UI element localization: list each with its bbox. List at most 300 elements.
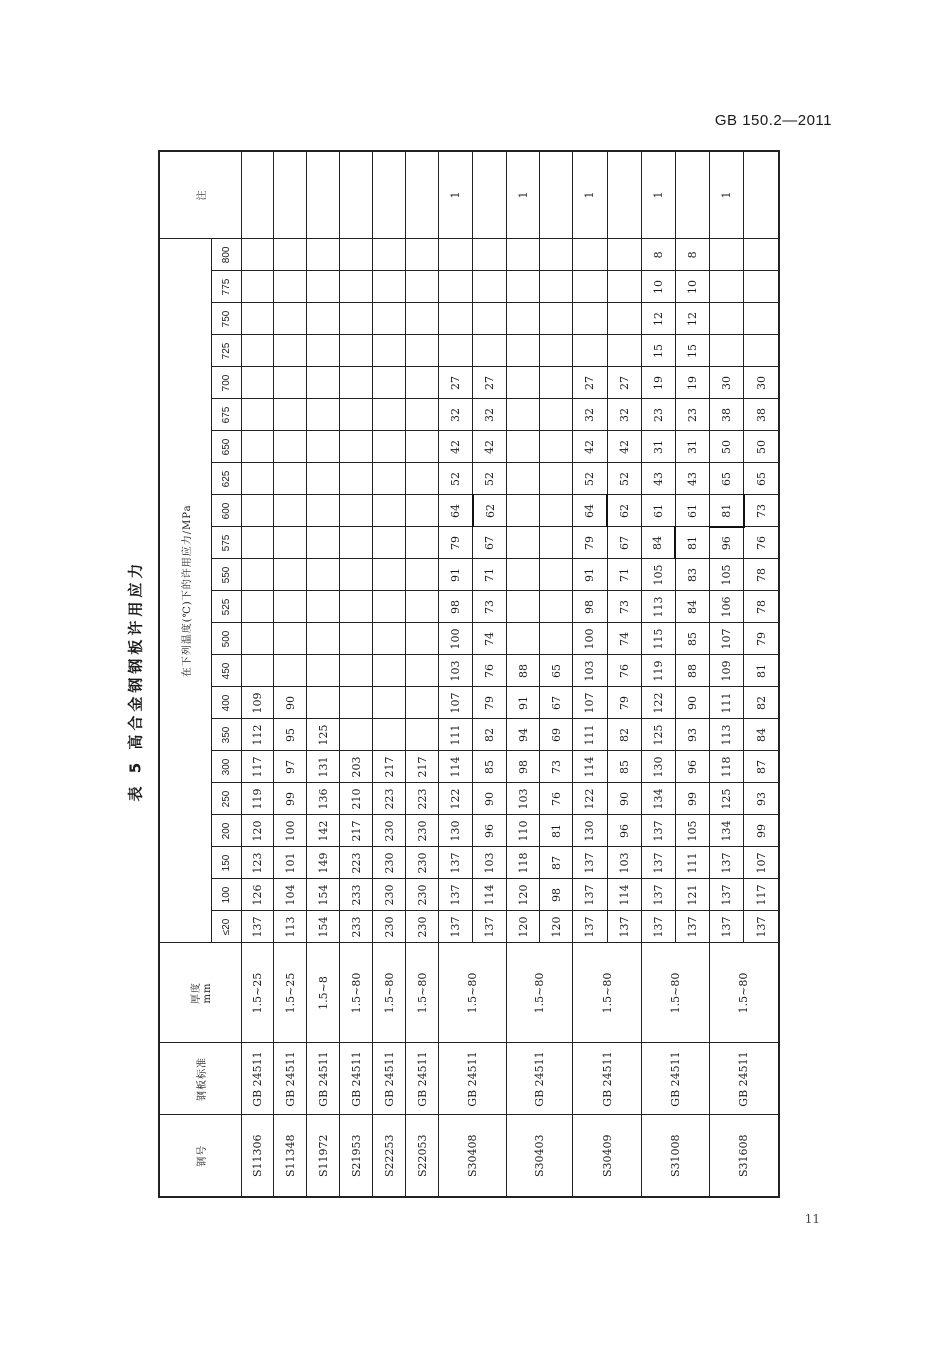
cell-thickness: 1.5~8: [307, 943, 340, 1043]
cell-note: [675, 151, 709, 239]
cell-stress-value: 85: [675, 623, 709, 655]
cell-stress-value: 65: [744, 463, 780, 495]
cell-stress-value: 81: [540, 815, 573, 847]
cell-standard: GB 24511: [274, 1043, 307, 1115]
cell-stress-value: 137: [641, 879, 675, 911]
cell-stress-value: 96: [709, 527, 743, 559]
table-row: [507, 151, 540, 1197]
cell-stress-value: [540, 527, 573, 559]
cell-stress-value: [241, 399, 274, 431]
cell-stress-value: 105: [675, 815, 709, 847]
cell-stress-value: [340, 399, 373, 431]
cell-stress-value: [307, 239, 340, 271]
cell-stress-value: 113: [274, 911, 307, 943]
cell-stress-value: [540, 495, 573, 527]
cell-grade: S30403: [507, 1115, 573, 1197]
cell-stress-value: [340, 591, 373, 623]
cell-stress-value: [274, 367, 307, 399]
cell-stress-value: [507, 495, 540, 527]
cell-stress-value: 31: [675, 431, 709, 463]
cell-stress-value: 38: [709, 399, 743, 431]
cell-note: 1: [641, 151, 675, 239]
cell-stress-value: 137: [641, 815, 675, 847]
cell-stress-value: 111: [709, 687, 743, 719]
cell-stress-value: [307, 495, 340, 527]
cell-stress-value: 67: [473, 527, 507, 559]
cell-stress-value: [473, 239, 507, 271]
cell-stress-value: 137: [473, 911, 507, 943]
header-temp-col: 625: [211, 463, 241, 495]
cell-stress-value: [507, 463, 540, 495]
cell-standard: GB 24511: [340, 1043, 373, 1115]
cell-stress-value: 126: [241, 879, 274, 911]
cell-stress-value: [274, 463, 307, 495]
header-temp-col: 150: [211, 847, 241, 879]
cell-stress-value: [744, 271, 780, 303]
cell-stress-value: [540, 239, 573, 271]
cell-stress-value: 125: [641, 719, 675, 751]
cell-stress-value: [340, 559, 373, 591]
table-body: [241, 151, 779, 1197]
cell-stress-value: [406, 655, 439, 687]
header-temp-col: 575: [211, 527, 241, 559]
cell-stress-value: 90: [607, 783, 641, 815]
cell-thickness: 1.5~80: [641, 943, 709, 1043]
cell-stress-value: 106: [709, 591, 743, 623]
cell-stress-value: [373, 271, 406, 303]
cell-stress-value: [241, 495, 274, 527]
cell-stress-value: 125: [307, 719, 340, 751]
cell-stress-value: [540, 367, 573, 399]
cell-stress-value: [241, 655, 274, 687]
cell-stress-value: 79: [439, 527, 473, 559]
cell-stress-value: 113: [641, 591, 675, 623]
cell-stress-value: 42: [473, 431, 507, 463]
cell-stress-value: 137: [241, 911, 274, 943]
cell-thickness: 1.5~80: [340, 943, 373, 1043]
cell-note: [540, 151, 573, 239]
cell-stress-value: 137: [709, 879, 743, 911]
cell-stress-value: 114: [473, 879, 507, 911]
cell-stress-value: [340, 687, 373, 719]
cell-stress-value: 19: [675, 367, 709, 399]
cell-stress-value: [473, 271, 507, 303]
cell-stress-value: 52: [439, 463, 473, 495]
cell-stress-value: [340, 655, 373, 687]
cell-stress-value: 65: [540, 655, 573, 687]
cell-stress-value: 223: [406, 783, 439, 815]
cell-thickness: 1.5~25: [274, 943, 307, 1043]
page-number: 11: [804, 1212, 820, 1226]
cell-stress-value: 103: [507, 783, 540, 815]
cell-stress-value: 125: [709, 783, 743, 815]
header-temp-col: 350: [211, 719, 241, 751]
header-temp-col: ≤20: [211, 911, 241, 943]
cell-stress-value: [507, 527, 540, 559]
cell-stress-value: 97: [274, 751, 307, 783]
cell-stress-value: 91: [573, 559, 607, 591]
cell-stress-value: [507, 431, 540, 463]
cell-stress-value: [340, 431, 373, 463]
cell-stress-value: 15: [641, 335, 675, 367]
header-temp-col: 600: [211, 495, 241, 527]
header-thickness-label: 厚度: [191, 982, 203, 1004]
cell-stress-value: [406, 303, 439, 335]
cell-stress-value: 32: [607, 399, 641, 431]
cell-stress-value: 223: [373, 783, 406, 815]
cell-stress-value: 76: [473, 655, 507, 687]
cell-stress-value: 121: [675, 879, 709, 911]
cell-stress-value: 32: [439, 399, 473, 431]
cell-stress-value: [540, 623, 573, 655]
cell-stress-value: [373, 463, 406, 495]
cell-stress-value: 122: [641, 687, 675, 719]
cell-stress-value: 74: [473, 623, 507, 655]
cell-stress-value: [340, 271, 373, 303]
cell-stress-value: 118: [709, 751, 743, 783]
cell-stress-value: 79: [573, 527, 607, 559]
cell-note: [340, 151, 373, 239]
cell-stress-value: 52: [607, 463, 641, 495]
cell-stress-value: 85: [607, 751, 641, 783]
cell-stress-value: 64: [439, 495, 473, 527]
table-row: [241, 151, 274, 1197]
cell-stress-value: 71: [473, 559, 507, 591]
cell-stress-value: [439, 271, 473, 303]
cell-stress-value: [340, 367, 373, 399]
cell-stress-value: [540, 399, 573, 431]
cell-note: [473, 151, 507, 239]
stress-table-rotated: [158, 152, 780, 1198]
cell-stress-value: 117: [241, 751, 274, 783]
cell-stress-value: [307, 463, 340, 495]
cell-stress-value: [406, 367, 439, 399]
cell-stress-value: 87: [540, 847, 573, 879]
cell-stress-value: [373, 591, 406, 623]
cell-stress-value: 107: [709, 623, 743, 655]
cell-stress-value: 100: [439, 623, 473, 655]
cell-stress-value: 100: [274, 815, 307, 847]
cell-stress-value: 99: [675, 783, 709, 815]
cell-stress-value: 99: [274, 783, 307, 815]
cell-stress-value: [406, 335, 439, 367]
cell-stress-value: [241, 431, 274, 463]
cell-grade: S31608: [709, 1115, 779, 1197]
cell-stress-value: 230: [373, 815, 406, 847]
cell-stress-value: 61: [675, 495, 709, 527]
cell-stress-value: [373, 527, 406, 559]
table-header-row-1: [159, 151, 211, 1197]
cell-stress-value: [540, 431, 573, 463]
cell-stress-value: 137: [641, 847, 675, 879]
cell-stress-value: [241, 463, 274, 495]
cell-stress-value: [373, 367, 406, 399]
cell-stress-value: 81: [675, 527, 709, 559]
cell-stress-value: 111: [573, 719, 607, 751]
cell-stress-value: [373, 655, 406, 687]
cell-stress-value: [406, 687, 439, 719]
cell-standard: GB 24511: [709, 1043, 779, 1115]
cell-stress-value: 23: [675, 399, 709, 431]
header-temp-col: 200: [211, 815, 241, 847]
cell-stress-value: 130: [641, 751, 675, 783]
cell-stress-value: 50: [744, 431, 780, 463]
cell-stress-value: [607, 303, 641, 335]
cell-stress-value: 109: [709, 655, 743, 687]
cell-stress-value: [744, 239, 780, 271]
cell-stress-value: [241, 559, 274, 591]
cell-stress-value: 107: [744, 847, 780, 879]
cell-stress-value: [439, 239, 473, 271]
cell-stress-value: 76: [607, 655, 641, 687]
cell-stress-value: 83: [675, 559, 709, 591]
cell-stress-value: [274, 303, 307, 335]
cell-stress-value: [307, 303, 340, 335]
cell-stress-value: 30: [744, 367, 780, 399]
cell-thickness: 1.5~80: [439, 943, 507, 1043]
cell-stress-value: 78: [744, 591, 780, 623]
cell-stress-value: 98: [507, 751, 540, 783]
header-temp-col: 775: [211, 271, 241, 303]
table-row: [373, 151, 406, 1197]
header-temp-col: 800: [211, 239, 241, 271]
cell-stress-value: 79: [607, 687, 641, 719]
cell-stress-value: 114: [607, 879, 641, 911]
header-temp-col: 550: [211, 559, 241, 591]
cell-stress-value: 42: [607, 431, 641, 463]
cell-stress-value: 85: [473, 751, 507, 783]
cell-stress-value: 27: [573, 367, 607, 399]
cell-stress-value: [607, 239, 641, 271]
cell-note: 1: [507, 151, 540, 239]
cell-stress-value: 136: [307, 783, 340, 815]
cell-stress-value: [307, 367, 340, 399]
header-temp-col: 675: [211, 399, 241, 431]
header-standard: 钢板标准: [159, 1043, 241, 1115]
cell-grade: S22053: [406, 1115, 439, 1197]
cell-stress-value: [507, 591, 540, 623]
cell-stress-value: 91: [439, 559, 473, 591]
cell-note: 1: [573, 151, 607, 239]
cell-note: [307, 151, 340, 239]
cell-thickness: 1.5~80: [373, 943, 406, 1043]
table-row: [274, 151, 307, 1197]
cell-stress-value: 154: [307, 911, 340, 943]
cell-stress-value: 93: [675, 719, 709, 751]
cell-stress-value: 27: [607, 367, 641, 399]
cell-stress-value: 217: [406, 751, 439, 783]
cell-stress-value: 69: [540, 719, 573, 751]
cell-stress-value: 91: [507, 687, 540, 719]
cell-stress-value: [340, 495, 373, 527]
cell-stress-value: [373, 335, 406, 367]
cell-stress-value: [307, 559, 340, 591]
header-stress-group: 在下列温度(℃)下的许用应力/MPa: [159, 239, 211, 943]
cell-stress-value: 78: [744, 559, 780, 591]
cell-stress-value: 95: [274, 719, 307, 751]
cell-stress-value: [274, 591, 307, 623]
cell-stress-value: [340, 527, 373, 559]
cell-standard: GB 24511: [507, 1043, 573, 1115]
cell-stress-value: [573, 303, 607, 335]
cell-stress-value: 88: [675, 655, 709, 687]
cell-stress-value: 115: [641, 623, 675, 655]
header-temp-col: 700: [211, 367, 241, 399]
cell-stress-value: [340, 623, 373, 655]
cell-stress-value: [607, 335, 641, 367]
cell-stress-value: 76: [540, 783, 573, 815]
cell-stress-value: 52: [573, 463, 607, 495]
cell-stress-value: [274, 431, 307, 463]
cell-stress-value: 114: [439, 751, 473, 783]
cell-stress-value: [573, 271, 607, 303]
cell-stress-value: 137: [573, 847, 607, 879]
cell-stress-value: 107: [439, 687, 473, 719]
cell-stress-value: [274, 559, 307, 591]
cell-note: 1: [709, 151, 743, 239]
cell-stress-value: 84: [744, 719, 780, 751]
cell-stress-value: 43: [675, 463, 709, 495]
cell-stress-value: [507, 239, 540, 271]
cell-stress-value: [241, 239, 274, 271]
cell-stress-value: 31: [641, 431, 675, 463]
cell-stress-value: [540, 271, 573, 303]
cell-stress-value: 137: [439, 847, 473, 879]
cell-stress-value: 120: [540, 911, 573, 943]
cell-stress-value: 30: [709, 367, 743, 399]
cell-stress-value: 94: [507, 719, 540, 751]
cell-stress-value: 122: [439, 783, 473, 815]
cell-stress-value: 118: [507, 847, 540, 879]
cell-stress-value: 137: [607, 911, 641, 943]
cell-stress-value: [373, 303, 406, 335]
cell-standard: GB 24511: [307, 1043, 340, 1115]
cell-stress-value: [241, 335, 274, 367]
cell-stress-value: [439, 303, 473, 335]
cell-note: 1: [439, 151, 473, 239]
cell-stress-value: 52: [473, 463, 507, 495]
cell-grade: S30408: [439, 1115, 507, 1197]
cell-grade: S30409: [573, 1115, 641, 1197]
header-temp-col: 750: [211, 303, 241, 335]
cell-stress-value: 98: [540, 879, 573, 911]
cell-stress-value: 67: [607, 527, 641, 559]
cell-stress-value: 119: [641, 655, 675, 687]
cell-stress-value: [406, 271, 439, 303]
cell-stress-value: 109: [241, 687, 274, 719]
cell-stress-value: 104: [274, 879, 307, 911]
cell-stress-value: 96: [675, 751, 709, 783]
cell-stress-value: 134: [709, 815, 743, 847]
cell-stress-value: 62: [607, 495, 641, 527]
cell-standard: GB 24511: [641, 1043, 709, 1115]
cell-stress-value: 210: [340, 783, 373, 815]
cell-stress-value: 233: [340, 911, 373, 943]
cell-stress-value: 233: [340, 879, 373, 911]
cell-stress-value: [274, 239, 307, 271]
cell-stress-value: 32: [473, 399, 507, 431]
cell-stress-value: 230: [406, 879, 439, 911]
cell-stress-value: 15: [675, 335, 709, 367]
cell-stress-value: [473, 303, 507, 335]
header-note: 注: [159, 151, 241, 239]
header-temp-col: 525: [211, 591, 241, 623]
cell-stress-value: 134: [641, 783, 675, 815]
cell-stress-value: 73: [473, 591, 507, 623]
allowable-stress-table: [158, 150, 780, 1198]
table-row: [439, 151, 473, 1197]
cell-stress-value: [540, 335, 573, 367]
cell-stress-value: [307, 431, 340, 463]
cell-stress-value: 114: [573, 751, 607, 783]
cell-thickness: 1.5~25: [241, 943, 274, 1043]
cell-stress-value: [406, 527, 439, 559]
cell-stress-value: [340, 463, 373, 495]
cell-stress-value: 111: [675, 847, 709, 879]
cell-stress-value: [709, 303, 743, 335]
table-row: [573, 151, 607, 1197]
cell-stress-value: 120: [507, 879, 540, 911]
cell-stress-value: [241, 367, 274, 399]
cell-stress-value: 79: [473, 687, 507, 719]
cell-stress-value: 110: [507, 815, 540, 847]
cell-stress-value: [340, 719, 373, 751]
cell-stress-value: 113: [709, 719, 743, 751]
cell-stress-value: 154: [307, 879, 340, 911]
cell-stress-value: 130: [573, 815, 607, 847]
cell-standard: GB 24511: [573, 1043, 641, 1115]
cell-stress-value: [241, 271, 274, 303]
cell-stress-value: [274, 399, 307, 431]
cell-stress-value: 81: [744, 655, 780, 687]
cell-thickness: 1.5~80: [709, 943, 779, 1043]
cell-stress-value: [406, 431, 439, 463]
table-row: [307, 151, 340, 1197]
cell-stress-value: [373, 559, 406, 591]
cell-stress-value: 111: [439, 719, 473, 751]
cell-stress-value: 62: [473, 495, 507, 527]
cell-stress-value: [540, 303, 573, 335]
cell-stress-value: [274, 495, 307, 527]
cell-stress-value: 230: [373, 847, 406, 879]
table-row: [641, 151, 675, 1197]
cell-stress-value: [507, 623, 540, 655]
cell-stress-value: [340, 239, 373, 271]
cell-stress-value: 90: [473, 783, 507, 815]
cell-stress-value: 81: [709, 495, 743, 527]
header-thickness: [159, 943, 241, 1043]
cell-stress-value: [373, 431, 406, 463]
cell-stress-value: [406, 719, 439, 751]
cell-stress-value: 137: [439, 911, 473, 943]
cell-stress-value: [507, 367, 540, 399]
cell-stress-value: 8: [675, 239, 709, 271]
cell-stress-value: 120: [241, 815, 274, 847]
cell-stress-value: [373, 687, 406, 719]
cell-stress-value: 96: [473, 815, 507, 847]
cell-stress-value: [507, 335, 540, 367]
cell-stress-value: 10: [675, 271, 709, 303]
cell-stress-value: [274, 655, 307, 687]
cell-stress-value: 98: [439, 591, 473, 623]
cell-grade: S31008: [641, 1115, 709, 1197]
cell-thickness: 1.5~80: [573, 943, 641, 1043]
cell-stress-value: [307, 399, 340, 431]
cell-stress-value: [241, 591, 274, 623]
cell-stress-value: 38: [744, 399, 780, 431]
cell-standard: GB 24511: [439, 1043, 507, 1115]
header-temp-col: 100: [211, 879, 241, 911]
